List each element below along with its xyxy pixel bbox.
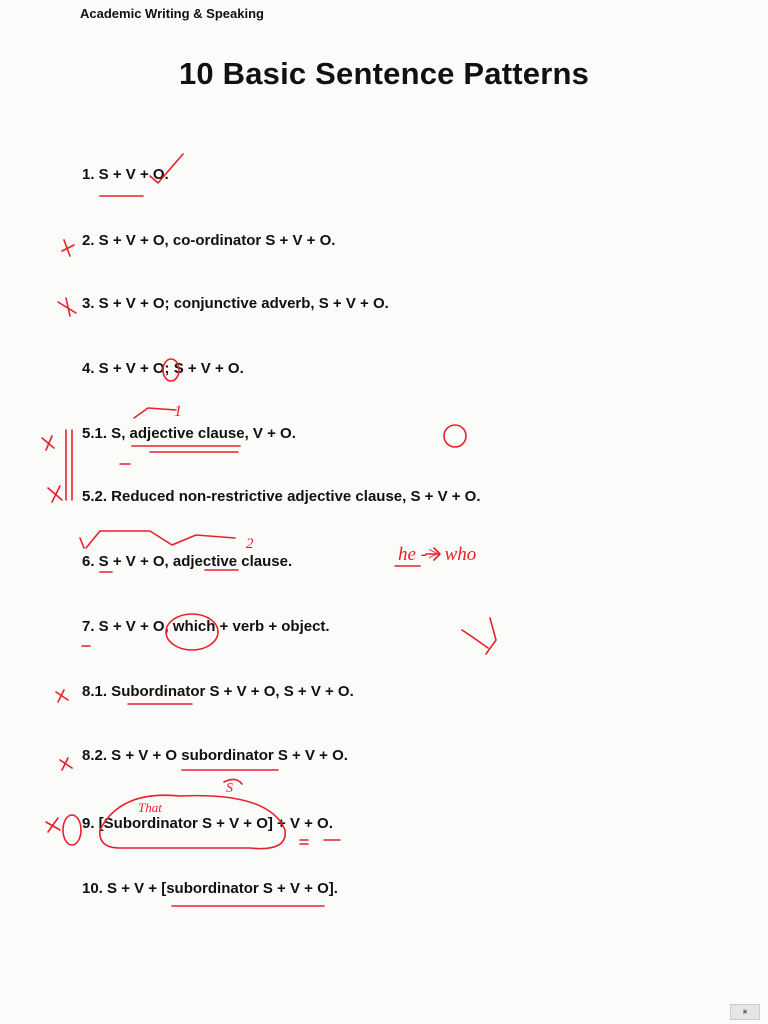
pattern-7: 7. S + V + O, which + verb + object. [82,618,330,635]
scanner-logo-icon: ▣ [742,1009,748,1015]
pattern-5-2: 5.2. Reduced non-restrictive adjective clause, S + V + O. [82,488,481,505]
mark-s-9 [224,779,242,784]
underline-6 [100,570,238,572]
marker-2: 2 [246,536,254,552]
circle-note-5 [444,425,466,447]
note-he-who: he -> who [398,544,477,565]
underline-5-1 [132,446,240,452]
note-s: S [226,781,233,796]
page-title: 10 Basic Sentence Patterns [178,56,590,91]
pattern-3: 3. S + V + O; conjunctive adverb, S + V + O. [82,295,389,312]
x-mark-3 [58,298,76,316]
underline-9 [300,840,340,844]
course-header: Academic Writing & Speaking [80,6,264,21]
pattern-2: 2. S + V + O, co-ordinator S + V + O. [82,232,336,249]
x-mark-8-1 [56,690,68,702]
pattern-8-2: 8.2. S + V + O subordinator S + V + O. [82,747,348,764]
x-mark-9 [46,818,60,832]
pattern-10: 10. S + V + [subordinator S + V + O]. [82,880,338,897]
pattern-8-1: 8.1. Subordinator S + V + O, S + V + O. [82,683,354,700]
camscanner-badge [730,1004,760,1020]
arrow-5-1 [134,408,176,418]
x-mark-2 [62,240,74,256]
x-mark-5-2 [48,486,62,502]
marker-1: 1 [174,403,182,420]
pattern-5-1: 5.1. S, adjective clause, V + O. [82,425,296,442]
x-bars-5 [42,430,72,500]
arrow-6 [86,531,235,548]
check-mark-7 [462,618,496,654]
note-that: That [138,800,162,815]
pattern-1: 1. S + V + O. [82,166,169,183]
arrow-6-head [80,538,84,548]
pattern-9: 9. [Subordinator S + V + O] + V + O. [82,815,333,832]
circle-number-9 [63,815,81,845]
x-mark-8-2 [60,758,72,770]
arrow-note-6 [395,548,440,566]
pattern-6: 6. S + V + O, adjective clause. [82,553,293,570]
pattern-4: 4. S + V + O; S + V + O. [82,360,244,377]
